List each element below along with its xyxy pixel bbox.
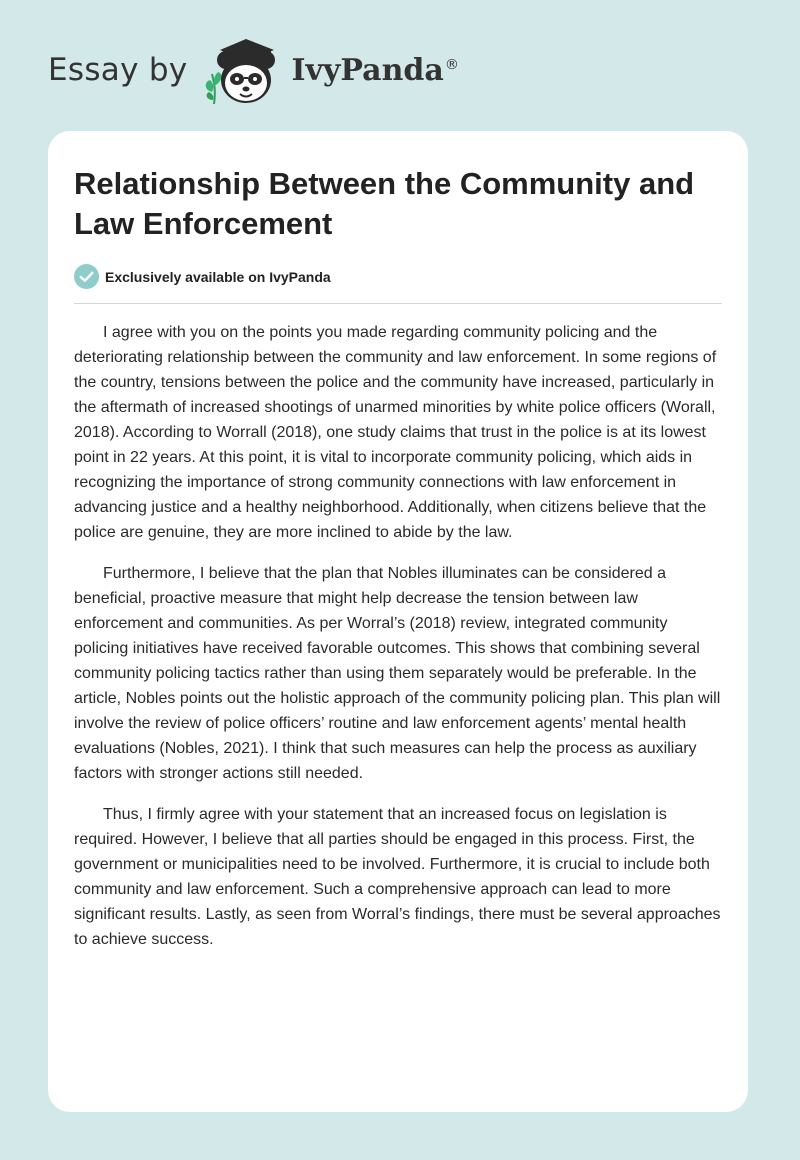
essay-paragraph: Furthermore, I believe that the plan that Nobles illuminates can be considered a beneficial, proactive measure that might help decrease the tension between law enforcement and communities. As per Worral’s (2018) review, integrated community policing initiatives have received favorable outcomes. This shows that combining several community policing tactics rather than using them separately would be preferable. In the article, Nobles points out the holistic approach of the community policing plan. This plan will involve the review of police officers’ routine and law enforcement agents’ mental health evaluations (Nobles, 2021). I think that such measures can help the process as auxiliary factors with stronger actions still needed. bbox=[74, 565, 721, 782]
panda-graduate-logo-icon[interactable] bbox=[202, 30, 288, 110]
essay-card bbox=[48, 131, 748, 1112]
brand-name[interactable] bbox=[292, 53, 459, 88]
site-header bbox=[48, 30, 459, 110]
essay-title: Relationship Between the Community and Law Enforcement bbox=[74, 166, 695, 241]
essay-by-label: Essay by bbox=[48, 52, 188, 88]
check-circle-icon bbox=[74, 264, 99, 289]
essay-paragraph: I agree with you on the points you made regarding community policing and the deteriorating relationship between the community and law enforcement. In some regions of the country, tensions between the police and the community have increased, particularly in the aftermath of increased shootings of unarmed minorities by white police officers (Worall, 2018). According to Worrall (2018), one study claims that trust in the police is at its lowest point in 22 years. At this point, it is vital to incorporate community policing, which aids in recognizing the importance of strong community connections with law enforcement in advancing justice and a healthy neighborhood. Additionally, when citizens believe that the police are genuine, they are more inclined to abide by the law. bbox=[74, 324, 717, 541]
exclusive-badge bbox=[74, 264, 331, 289]
title-divider bbox=[74, 303, 722, 304]
essay-body bbox=[74, 320, 724, 968]
essay-paragraph: Thus, I firmly agree with your statement that an increased focus on legislation is required. However, I believe that all parties should be engaged in this process. First, the government or municipalities need to be involved. Furthermore, it is crucial to include both community and law enforcement. Such a comprehensive approach can lead to more significant results. Lastly, as seen from Worral’s findings, there must be several approaches to achieve success. bbox=[74, 806, 721, 948]
brand-name-text: IvyPanda bbox=[291, 52, 444, 88]
exclusive-badge-label: Exclusively available on IvyPanda bbox=[105, 268, 331, 285]
trademark-symbol: ® bbox=[444, 56, 459, 73]
